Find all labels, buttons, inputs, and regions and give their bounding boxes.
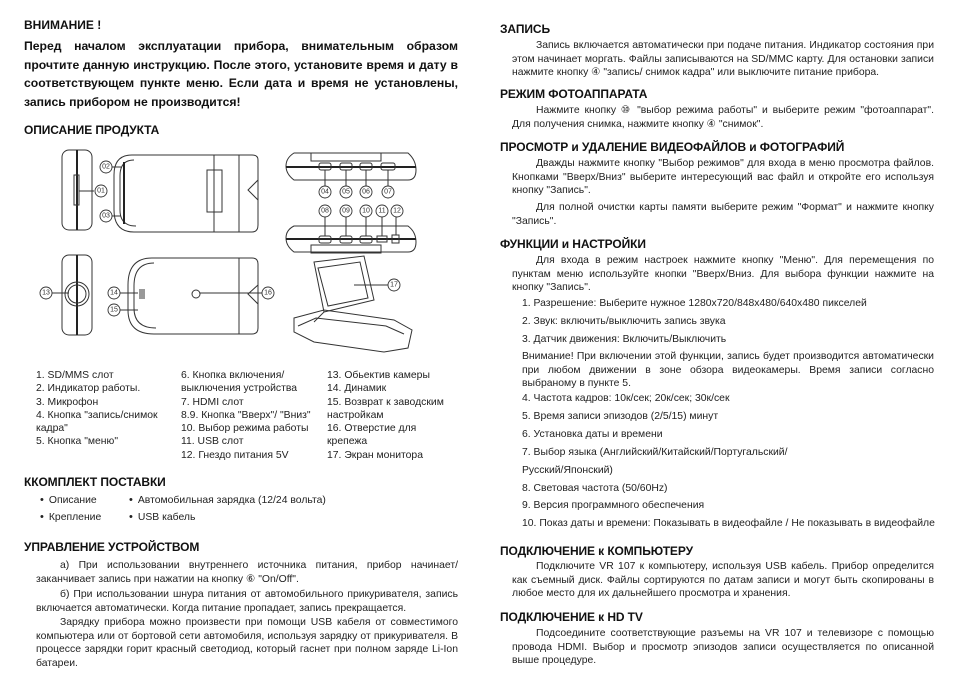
svg-text:14: 14 <box>110 289 118 297</box>
legend-column-1 <box>36 369 158 449</box>
settings-item-7: 7. Выбор языка (Английский/Китайский/Португальский/ <box>522 447 788 458</box>
view-delete-title: ПРОСМОТР и УДАЛЕНИЕ ВИДЕОФАЙЛОВ и ФОТОГРАФИЙ <box>500 140 845 154</box>
legend-item: 1. SD/MMS слот <box>36 370 114 381</box>
svg-text:12: 12 <box>393 207 401 215</box>
settings-item-7-cont: Русский/Японский) <box>522 465 613 476</box>
settings-item-2: 2. Звук: включить/выключить запись звука <box>522 316 726 327</box>
pc-connect-title: ПОДКЛЮЧЕНИЕ к КОМПЬЮТЕРУ <box>500 544 693 558</box>
legend-item: 13. Обьектив камеры <box>327 370 430 381</box>
svg-text:05: 05 <box>342 188 350 196</box>
settings-title: ФУНКЦИИ и НАСТРОЙКИ <box>500 237 646 251</box>
front-view <box>114 155 258 232</box>
legend-item: 17. Экран монитора <box>327 449 423 461</box>
control-title: УПРАВЛЕНИЕ УСТРОЙСТВОМ <box>24 540 200 554</box>
product-description-title: ОПИСАНИЕ ПРОДУКТА <box>24 123 160 137</box>
legend-item: 3. Микрофон <box>36 396 99 408</box>
legend-item: 14. Динамик <box>327 383 387 395</box>
legend-item: 6. Кнопка включения/ <box>181 370 285 381</box>
svg-text:06: 06 <box>362 188 370 196</box>
recording-body: Запись включается автоматически при подаче питания. Индикатор состояния при этом начинает моргать. Файлы записываются на SD/MMC карту. Для остановки записи нажмите кнопку ④ "запись/ снимок кадра" или выключите питание прибора. <box>512 40 934 79</box>
control-paragraph-charging: Зарядку прибора можно произвести при помощи USB кабеля от совместимого компьютера или от бортовой сети автомобиля, используя зарядку от прикуривателя. В процессе зарядки горит красный светодиод, который гаснет при полном заряде Li-Ion батареи. <box>36 617 458 669</box>
svg-text:03: 03 <box>102 212 110 220</box>
back-view <box>128 258 258 334</box>
settings-item-1: 1. Разрешение: Выберите нужное 1280x720/848x480/640x480 пикселей <box>522 298 867 309</box>
photo-mode-body: Нажмите кнопку ⑩ "выбор режима работы" и выберите режим "фотоаппарат". Для получения снимка, нажмите кнопку ④ "снимок". <box>512 105 934 130</box>
svg-text:11: 11 <box>378 207 386 215</box>
package-title: ККОМПЛЕКТ ПОСТАВКИ <box>24 475 166 489</box>
legend-item: крепежа <box>327 436 368 448</box>
legend-item: выключения устройства <box>181 383 298 395</box>
legend-item: 11. USB слот <box>181 436 244 448</box>
settings-item-5: 5. Время записи эпизодов (2/5/15) минут <box>522 411 719 422</box>
settings-item-6: 6. Установка даты и времени <box>522 429 663 440</box>
package-item: • USB кабель <box>129 511 195 523</box>
svg-text:15: 15 <box>110 306 118 314</box>
svg-text:08: 08 <box>321 207 329 215</box>
settings-item-9: 9. Версия программного обеспечения <box>522 500 705 511</box>
legend-column-3 <box>327 369 444 462</box>
svg-text:09: 09 <box>342 207 350 215</box>
legend-item: кадра" <box>36 423 68 435</box>
svg-text:04: 04 <box>321 188 329 196</box>
legend-item: 4. Кнопка "запись/снимок <box>36 409 158 421</box>
pc-connect-body: Подключите VR 107 к компьютеру, используя USB кабель. Прибор определится как съемный диск. Файлы сортируются по датам записи и могут быть скопированы в любое место для их дальнейшего просмотра и хранения. <box>512 561 934 600</box>
tv-connect-body: Подсоедините соответствующие разъемы на VR 107 и телевизоре с помощью провода HDMI. Выбор и просмотр эпизодов записи осуществляется по описанной выше процедуре. <box>512 628 934 667</box>
svg-text:17: 17 <box>390 281 398 289</box>
legend-item: 10. Выбор режима работы <box>181 423 309 435</box>
package-item: • Крепление <box>40 511 101 523</box>
legend-column-2 <box>181 369 311 462</box>
settings-item-4: 4. Частота кадров: 10к/сек; 20к/сек; 30к/сек <box>522 393 730 404</box>
label-01: 01 <box>97 187 105 195</box>
settings-item-10: 10. Показ даты и времени: Показывать в видеофайле / Не показывать в видеофайле <box>522 518 935 529</box>
recording-title: ЗАПИСЬ <box>500 22 550 36</box>
device-diagram <box>24 0 458 360</box>
tv-connect-title: ПОДКЛЮЧЕНИЕ к HD TV <box>500 610 643 624</box>
warning-title: ВНИМАНИЕ ! <box>24 18 102 32</box>
settings-item-3: 3. Датчик движения: Включить/Выключить <box>522 334 727 345</box>
svg-text:13: 13 <box>42 289 50 297</box>
photo-mode-title: РЕЖИМ ФОТОАППАРАТА <box>500 87 648 101</box>
legend-item: 7. HDMI слот <box>181 396 244 408</box>
package-item: • Описание <box>40 494 97 506</box>
legend-item: 16. Отверстие для <box>327 423 417 435</box>
settings-motion-note: Внимание! При включении этой функции, запись будет производится автоматически при любом движении в зоне обзора видеокамеры. Время записи согласно выбраному в пункте 5. <box>522 351 934 390</box>
view-delete-paragraph-2: Для полной очистки карты памяти выберите режим "Формат" и нажмите кнопку "Запись". <box>512 202 934 227</box>
settings-intro: Для входа в режим настроек нажмите кнопку "Меню". Для перемещения по пунктам меню используйте кнопки "Вверх/Вниз. Для выбора функции нажмите на кнопку "Запись". <box>512 255 934 294</box>
legend-item: 5. Кнопка "меню" <box>36 436 119 448</box>
svg-text:10: 10 <box>362 207 370 215</box>
legend-item: 8.9. Кнопка "Вверх"/ "Вниз" <box>181 409 311 421</box>
side-view-sd-slot <box>62 150 94 230</box>
package-item: • Автомобильная зарядка (12/24 вольта) <box>129 494 326 506</box>
legend-item: 2. Индикатор работы. <box>36 383 141 395</box>
legend-item: настройкам <box>327 409 384 421</box>
warning-body: Перед началом эксплуатации прибора, внимательным образом прочтите данную инструкцию. После этого, установите время и дату в соответствующем пункте меню. Если дата и время не установлены, запись прибором не производится! <box>24 39 458 109</box>
view-delete-paragraph-1: Дважды нажмите кнопку "Выбор режимов" для входа в меню просмотра файлов. Кнопками "Вверх/Вниз" выберите интересующий вас файл и откройте его используя кнопку "Запись". <box>512 158 934 197</box>
legend-item: 15. Возврат к заводским <box>327 396 444 408</box>
svg-text:02: 02 <box>102 163 110 171</box>
top-edge-view <box>286 153 416 186</box>
settings-item-8: 8. Световая частота (50/60Hz) <box>522 483 668 494</box>
control-paragraph-b: б) При использовании шнура питания от автомобильного прикуривателя, запись включается автоматически. Когда питание пропадает, запись прекращается. <box>36 589 458 614</box>
legend-item: 12. Гнездо питания 5V <box>181 449 289 461</box>
bottom-edge-view <box>286 216 416 253</box>
side-view-lens <box>62 255 92 335</box>
control-paragraph-a: а) При использовании внутреннего источника питания, прибор начинает/заканчивает запись при нажатии на кнопку ⑥ "On/Off". <box>36 560 458 585</box>
svg-text:07: 07 <box>384 188 392 196</box>
perspective-view <box>294 256 412 352</box>
svg-text:16: 16 <box>264 289 272 297</box>
